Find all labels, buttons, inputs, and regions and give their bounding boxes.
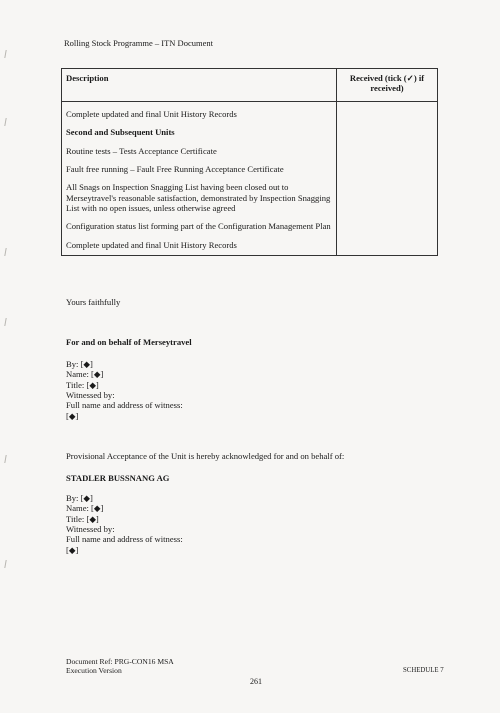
received-cell xyxy=(337,102,438,256)
margin-mark xyxy=(4,318,10,326)
stadler-signature-heading: STADLER BUSSNANG AG xyxy=(66,473,170,483)
witness-address-label: Full name and address of witness: xyxy=(66,534,183,545)
table-body-row xyxy=(62,102,438,256)
table-item: Routine tests – Tests Acceptance Certificate xyxy=(66,145,217,156)
margin-mark xyxy=(4,118,10,126)
description-cell xyxy=(62,102,337,256)
stadler-signature-block xyxy=(66,493,183,555)
margin-mark xyxy=(4,248,10,256)
closing-line: Yours faithfully xyxy=(66,297,121,307)
signatory-title: Title: [◆] xyxy=(66,379,99,390)
witnessed-by: Witnessed by: xyxy=(66,523,115,534)
acceptance-documents-table xyxy=(61,68,438,256)
signatory-by: By: [◆] xyxy=(66,493,93,503)
margin-mark xyxy=(4,560,10,568)
margin-mark xyxy=(4,50,10,58)
witness-placeholder: [◆] xyxy=(66,410,79,421)
received-column-header: Received (tick (✓) if received) xyxy=(337,69,438,102)
page-header: Rolling Stock Programme – ITN Document xyxy=(64,38,213,48)
signatory-name: Name: [◆] xyxy=(66,503,104,514)
description-column-header: Description xyxy=(62,69,337,102)
footer-document-info xyxy=(66,657,174,676)
margin-mark xyxy=(4,455,10,463)
table-item: Complete updated and final Unit History Records xyxy=(66,239,237,250)
signatory-name: Name: [◆] xyxy=(66,369,104,380)
document-reference: Document Ref: PRG-CON16 MSA xyxy=(66,657,174,666)
merseytravel-signature-block xyxy=(66,359,183,421)
table-header-row xyxy=(62,69,438,102)
page-number: 261 xyxy=(250,677,262,686)
witness-address-label: Full name and address of witness: xyxy=(66,400,183,411)
table-item: Fault free running – Fault Free Running Acceptance Certificate xyxy=(66,163,284,174)
witness-placeholder: [◆] xyxy=(66,544,79,555)
signatory-by: By: [◆] xyxy=(66,359,93,369)
table-item: Configuration status list forming part of the Configuration Management Plan xyxy=(66,221,331,232)
witnessed-by: Witnessed by: xyxy=(66,389,115,400)
table-subheading: Second and Subsequent Units xyxy=(66,127,175,138)
signatory-title: Title: [◆] xyxy=(66,513,99,524)
merseytravel-signature-heading: For and on behalf of Merseytravel xyxy=(66,337,192,347)
schedule-label: SCHEDULE 7 xyxy=(403,667,444,674)
table-item: All Snags on Inspection Snagging List having been closed out to Merseytravel's reasonable satisfaction, demonstrated by Inspection Snagging List with no open issues, unless otherwise agreed xyxy=(66,182,331,213)
table-item: Complete updated and final Unit History Records xyxy=(66,109,237,119)
acknowledgement-text: Provisional Acceptance of the Unit is hereby acknowledged for and on behalf of: xyxy=(66,451,345,461)
document-version: Execution Version xyxy=(66,666,122,676)
